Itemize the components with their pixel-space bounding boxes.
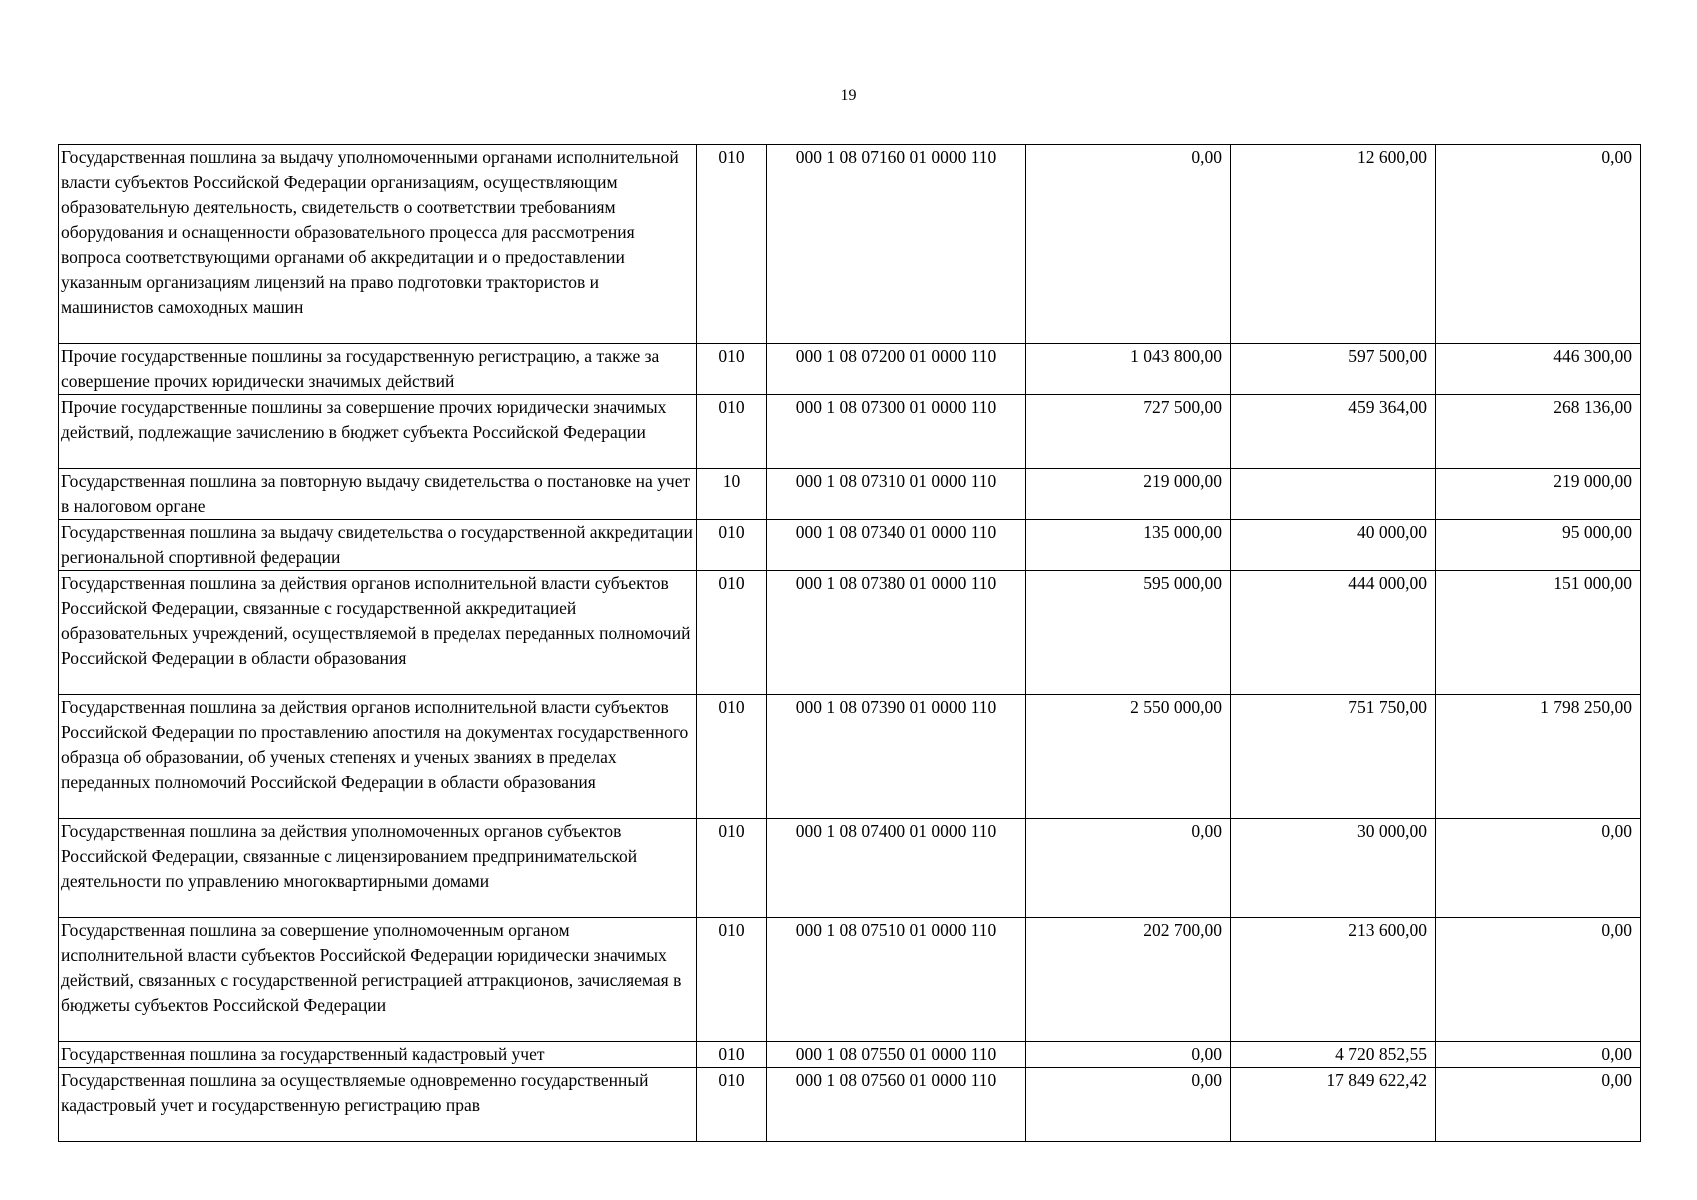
row-value-3: 0,00: [1436, 918, 1641, 1042]
row-admin-code: 010: [697, 145, 767, 344]
row-value-1: 0,00: [1026, 1042, 1231, 1068]
row-value-2: [1231, 469, 1436, 520]
row-name: Государственная пошлина за действия органов исполнительной власти субъектов Российской Федерации по проставлению апостиля на документах государственного образца об образовании, об ученых степенях и ученых званиях в пределах переданных полномочий Российской Федерации в области образования: [59, 695, 697, 819]
row-value-1: 1 043 800,00: [1026, 344, 1231, 395]
row-value-1: 219 000,00: [1026, 469, 1231, 520]
row-budget-code: 000 1 08 07300 01 0000 110: [767, 395, 1026, 469]
row-value-3: 0,00: [1436, 145, 1641, 344]
row-admin-code: 010: [697, 520, 767, 571]
row-admin-code: 010: [697, 395, 767, 469]
row-value-1: 0,00: [1026, 145, 1231, 344]
row-name: Прочие государственные пошлины за совершение прочих юридически значимых действий, подлежащие зачислению в бюджет субъекта Российской Федерации: [59, 395, 697, 469]
row-budget-code: 000 1 08 07390 01 0000 110: [767, 695, 1026, 819]
table-row: [59, 1068, 1641, 1142]
row-name: Государственная пошлина за действия уполномоченных органов субъектов Российской Федерации, связанные с лицензированием предпринимательской деятельности по управлению многоквартирными домами: [59, 819, 697, 918]
row-name: Государственная пошлина за действия органов исполнительной власти субъектов Российской Федерации, связанные с государственной аккредитацией образовательных учреждений, осуществляемой в пределах переданных полномочий Российской Федерации в области образования: [59, 571, 697, 695]
row-budget-code: 000 1 08 07340 01 0000 110: [767, 520, 1026, 571]
row-budget-code: 000 1 08 07560 01 0000 110: [767, 1068, 1026, 1142]
row-value-2: 17 849 622,42: [1231, 1068, 1436, 1142]
row-admin-code: 010: [697, 819, 767, 918]
table-row: [59, 469, 1641, 520]
row-value-3: 0,00: [1436, 1068, 1641, 1142]
table-row: [59, 918, 1641, 1042]
row-name: Государственная пошлина за выдачу уполномоченными органами исполнительной власти субъектов Российской Федерации организациям, осуществляющим образовательную деятельность, свидетельств о соответствии требованиям оборудования и оснащенности образовательного процесса для рассмотрения вопроса соответствующими органами об аккредитации и о предоставлении указанным организациям лицензий на право подготовки трактористов и машинистов самоходных машин: [59, 145, 697, 344]
row-budget-code: 000 1 08 07400 01 0000 110: [767, 819, 1026, 918]
row-value-3: 151 000,00: [1436, 571, 1641, 695]
row-budget-code: 000 1 08 07510 01 0000 110: [767, 918, 1026, 1042]
row-value-3: 0,00: [1436, 1042, 1641, 1068]
row-name: Государственная пошлина за осуществляемые одновременно государственный кадастровый учет и государственную регистрацию прав: [59, 1068, 697, 1142]
table-row: [59, 145, 1641, 344]
row-admin-code: 010: [697, 695, 767, 819]
row-value-2: 40 000,00: [1231, 520, 1436, 571]
row-budget-code: 000 1 08 07160 01 0000 110: [767, 145, 1026, 344]
table-row: [59, 695, 1641, 819]
row-value-1: 595 000,00: [1026, 571, 1231, 695]
row-admin-code: 010: [697, 1068, 767, 1142]
row-name: Государственная пошлина за государственный кадастровый учет: [59, 1042, 697, 1068]
table-row: [59, 344, 1641, 395]
row-admin-code: 010: [697, 344, 767, 395]
page-number: 19: [840, 87, 857, 104]
row-value-3: 219 000,00: [1436, 469, 1641, 520]
table-row: [59, 571, 1641, 695]
row-name: Государственная пошлина за совершение уполномоченным органом исполнительной власти субъектов Российской Федерации юридически значимых действий, связанных с государственной регистрацией аттракционов, зачисляемая в бюджеты субъектов Российской Федерации: [59, 918, 697, 1042]
table-row: [59, 520, 1641, 571]
table-row: [59, 1042, 1641, 1068]
row-name: Государственная пошлина за повторную выдачу свидетельства о постановке на учет в налоговом органе: [59, 469, 697, 520]
row-value-2: 12 600,00: [1231, 145, 1436, 344]
table-row: [59, 819, 1641, 918]
row-value-1: 202 700,00: [1026, 918, 1231, 1042]
row-admin-code: 010: [697, 571, 767, 695]
row-value-3: 268 136,00: [1436, 395, 1641, 469]
row-value-2: 597 500,00: [1231, 344, 1436, 395]
row-value-2: 30 000,00: [1231, 819, 1436, 918]
table-row: [59, 395, 1641, 469]
row-value-3: 95 000,00: [1436, 520, 1641, 571]
revenue-table: [58, 144, 1641, 1142]
row-value-1: 727 500,00: [1026, 395, 1231, 469]
row-value-1: 0,00: [1026, 819, 1231, 918]
row-budget-code: 000 1 08 07310 01 0000 110: [767, 469, 1026, 520]
row-budget-code: 000 1 08 07550 01 0000 110: [767, 1042, 1026, 1068]
row-value-3: 0,00: [1436, 819, 1641, 918]
row-value-2: 751 750,00: [1231, 695, 1436, 819]
row-value-2: 444 000,00: [1231, 571, 1436, 695]
row-value-2: 213 600,00: [1231, 918, 1436, 1042]
row-admin-code: 010: [697, 918, 767, 1042]
row-budget-code: 000 1 08 07380 01 0000 110: [767, 571, 1026, 695]
row-admin-code: 010: [697, 1042, 767, 1068]
row-value-2: 459 364,00: [1231, 395, 1436, 469]
row-admin-code: 10: [697, 469, 767, 520]
row-name: Прочие государственные пошлины за государственную регистрацию, а также за совершение прочих юридически значимых действий: [59, 344, 697, 395]
row-name: Государственная пошлина за выдачу свидетельства о государственной аккредитации региональной спортивной федерации: [59, 520, 697, 571]
row-value-2: 4 720 852,55: [1231, 1042, 1436, 1068]
row-value-1: 135 000,00: [1026, 520, 1231, 571]
row-value-3: 1 798 250,00: [1436, 695, 1641, 819]
row-value-1: 2 550 000,00: [1026, 695, 1231, 819]
row-value-3: 446 300,00: [1436, 344, 1641, 395]
row-budget-code: 000 1 08 07200 01 0000 110: [767, 344, 1026, 395]
row-value-1: 0,00: [1026, 1068, 1231, 1142]
